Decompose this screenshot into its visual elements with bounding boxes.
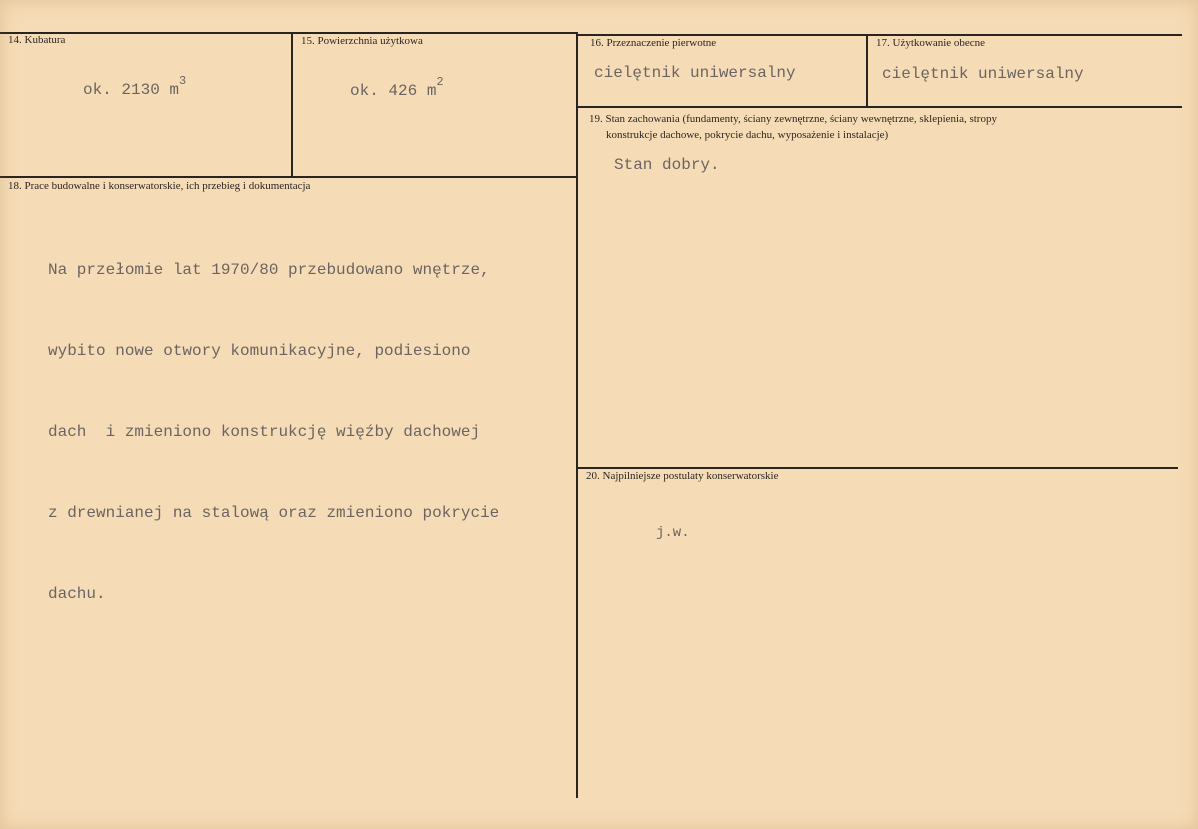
field-16-label: 16. Przeznaczenie pierwotne — [590, 37, 717, 49]
field-19-label-line-1: 19. Stan zachowania (fundamenty, ściany zewnętrzne, ściany wewnętrzne, sklepienia, stropy — [589, 113, 997, 125]
field-20-value: j.w. — [656, 525, 690, 541]
rule-below-14-15 — [0, 176, 578, 178]
field-15-value-text: ok. 426 m — [350, 82, 437, 100]
field-18-line-2: wybito nowe otwory komunikacyjne, podiesiono — [48, 342, 471, 360]
field-15-unit-exponent: 2 — [436, 75, 444, 89]
field-19-value: Stan dobry. — [614, 156, 720, 174]
field-15-label: 15. Powierzchnia użytkowa — [301, 35, 423, 47]
field-17-value: cielętnik uniwersalny — [882, 65, 1084, 83]
field-14-value-text: ok. 2130 m — [83, 81, 180, 99]
field-18-label: 18. Prace budowalne i konserwatorskie, ich przebieg i dokumentacja — [8, 180, 311, 192]
field-19-label-line-2: konstrukcje dachowe, pokrycie dachu, wyposażenie i instalacje) — [606, 129, 889, 141]
top-rule-right — [578, 34, 1182, 36]
field-14-value — [83, 74, 186, 99]
rule-above-20 — [578, 467, 1178, 469]
field-15-value — [350, 75, 444, 100]
divider-14-15 — [291, 33, 293, 176]
field-17-label: 17. Użytkowanie obecne — [876, 37, 986, 49]
field-16-value: cielętnik uniwersalny — [594, 64, 796, 82]
field-18-line-3: dach i zmieniono konstrukcję więźby dachowej — [48, 423, 481, 441]
field-20-label: 20. Najpilniejsze postulaty konserwatorskie — [586, 470, 779, 482]
field-18-line-4: z drewnianej na stalową oraz zmieniono pokrycie — [48, 504, 500, 522]
field-18-line-1: Na przełomie lat 1970/80 przebudowano wnętrze, — [48, 261, 490, 279]
rule-below-16-17 — [578, 106, 1182, 108]
field-14-label: 14. Kubatura — [8, 34, 66, 46]
field-19-label — [589, 111, 1179, 143]
top-rule-left — [0, 32, 578, 34]
main-vertical-divider — [576, 33, 578, 798]
divider-16-17 — [866, 35, 868, 106]
field-14-unit-exponent: 3 — [179, 74, 187, 88]
field-18-line-5: dachu. — [48, 585, 106, 603]
field-18-text — [48, 203, 499, 662]
